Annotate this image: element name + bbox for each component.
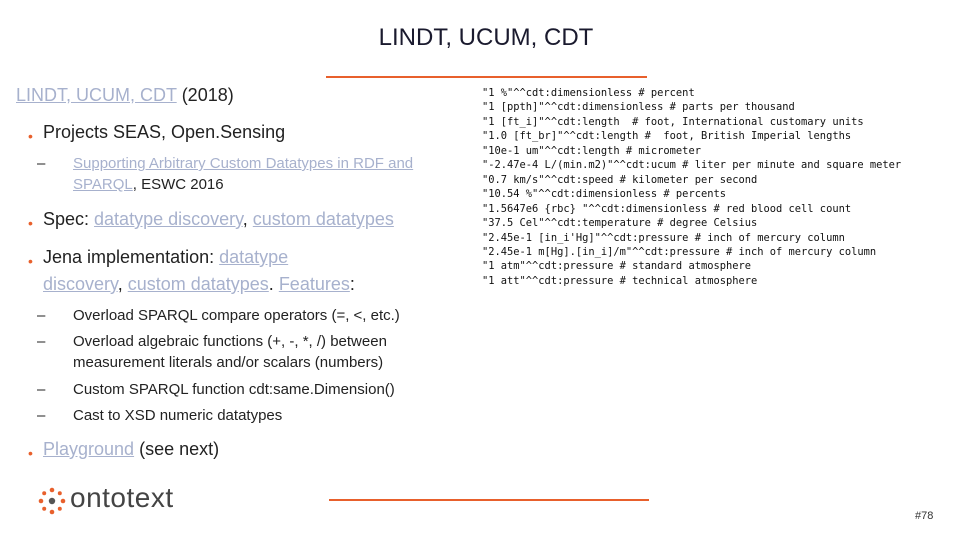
jena-label: Jena implementation: bbox=[43, 247, 220, 267]
bullet-icon: • bbox=[28, 445, 33, 461]
code-line: "10.54 %"^^cdt:dimensionless # percents bbox=[482, 188, 726, 201]
lindt-ucum-cdt-link[interactable]: LINDT, UCUM, CDT bbox=[16, 85, 177, 105]
jena-bullet-line2 bbox=[43, 273, 355, 296]
eswc-venue: , ESWC 2016 bbox=[132, 176, 224, 193]
code-line: "10e-1 um"^^cdt:length # micrometer bbox=[482, 144, 701, 157]
dash-icon: – bbox=[37, 333, 46, 350]
intro-year: (2018) bbox=[176, 85, 234, 105]
code-line: "2.45e-1 [in_i'Hg]"^^cdt:pressure # inch of mercury column bbox=[482, 231, 845, 244]
dash-icon: – bbox=[37, 307, 46, 324]
slide-title: LINDT, UCUM, CDT bbox=[378, 24, 594, 51]
intro-line bbox=[16, 84, 234, 107]
datatype-discovery-link[interactable]: datatype discovery bbox=[94, 209, 243, 229]
features-link[interactable]: Features bbox=[278, 274, 350, 294]
code-line: "37.5 Cel"^^cdt:temperature # degree Celsius bbox=[482, 217, 758, 230]
bullet-icon: • bbox=[28, 253, 33, 269]
accent-divider-bottom bbox=[329, 499, 649, 501]
feature-item: Overload algebraic functions (+, -, *, /) between bbox=[73, 333, 387, 350]
eswc-paper-line2 bbox=[73, 173, 224, 196]
code-line: "-2.47e-4 L/(min.m2)"^^cdt:ucum # liter per minute and square meter bbox=[482, 159, 902, 172]
accent-divider-top bbox=[326, 76, 647, 78]
separator: . bbox=[268, 274, 279, 294]
dash-icon: – bbox=[37, 381, 46, 398]
eswc-paper-line1 bbox=[73, 152, 413, 175]
code-line: "1 atm"^^cdt:pressure # standard atmosphere bbox=[482, 260, 751, 273]
logo-wordmark: ontotext bbox=[70, 482, 174, 513]
feature-item: Custom SPARQL function cdt:same.Dimension() bbox=[73, 381, 395, 398]
code-line: "1.0 [ft_br]"^^cdt:length # foot, British Imperial lengths bbox=[482, 130, 852, 143]
code-line: "0.7 km/s"^^cdt:speed # kilometer per second bbox=[482, 173, 758, 186]
playground-note: (see next) bbox=[134, 439, 220, 459]
bullet-icon: • bbox=[28, 215, 33, 231]
feature-item-cont: measurement literals and/or scalars (numbers) bbox=[73, 354, 384, 371]
cdt-literal-examples bbox=[482, 86, 901, 288]
jena-bullet-line1 bbox=[43, 246, 288, 269]
dash-icon: – bbox=[37, 155, 46, 172]
jena-discovery-link[interactable]: discovery bbox=[43, 274, 118, 294]
code-line: "1 [ppth]"^^cdt:dimensionless # parts per thousand bbox=[482, 101, 795, 114]
separator: , bbox=[117, 274, 128, 294]
code-line: "1 att"^^cdt:pressure # technical atmosphere bbox=[482, 274, 758, 287]
page-number: #78 bbox=[915, 510, 934, 522]
custom-datatypes-link[interactable]: custom datatypes bbox=[252, 209, 394, 229]
separator: , bbox=[242, 209, 253, 229]
code-line: "2.45e-1 m[Hg].[in_i]/m"^^cdt:pressure # inch of mercury column bbox=[482, 245, 877, 258]
playground-bullet bbox=[43, 438, 219, 461]
spec-bullet bbox=[43, 208, 394, 231]
code-line: "1 %"^^cdt:dimensionless # percent bbox=[482, 87, 695, 99]
dash-icon: – bbox=[37, 407, 46, 424]
feature-item: Overload SPARQL compare operators (=, <, etc.) bbox=[73, 307, 400, 324]
ontotext-logo-icon bbox=[38, 487, 66, 515]
eswc-paper-link[interactable]: Supporting Arbitrary Custom Datatypes in RDF and bbox=[73, 155, 414, 172]
eswc-paper-link-cont[interactable]: SPARQL bbox=[73, 176, 133, 193]
code-line: "1.5647e6 {rbc} "^^cdt:dimensionless # red blood cell count bbox=[482, 202, 852, 215]
spec-label: Spec: bbox=[43, 209, 95, 229]
playground-link[interactable]: Playground bbox=[43, 439, 135, 459]
projects-bullet: Projects SEAS, Open.Sensing bbox=[43, 122, 286, 142]
bullet-icon: • bbox=[28, 128, 33, 144]
jena-custom-datatypes-link[interactable]: custom datatypes bbox=[127, 274, 269, 294]
feature-item: Cast to XSD numeric datatypes bbox=[73, 407, 283, 424]
colon: : bbox=[349, 274, 355, 294]
jena-datatype-link[interactable]: datatype bbox=[219, 247, 289, 267]
code-line: "1 [ft_i]"^^cdt:length # foot, International customary units bbox=[482, 115, 864, 128]
